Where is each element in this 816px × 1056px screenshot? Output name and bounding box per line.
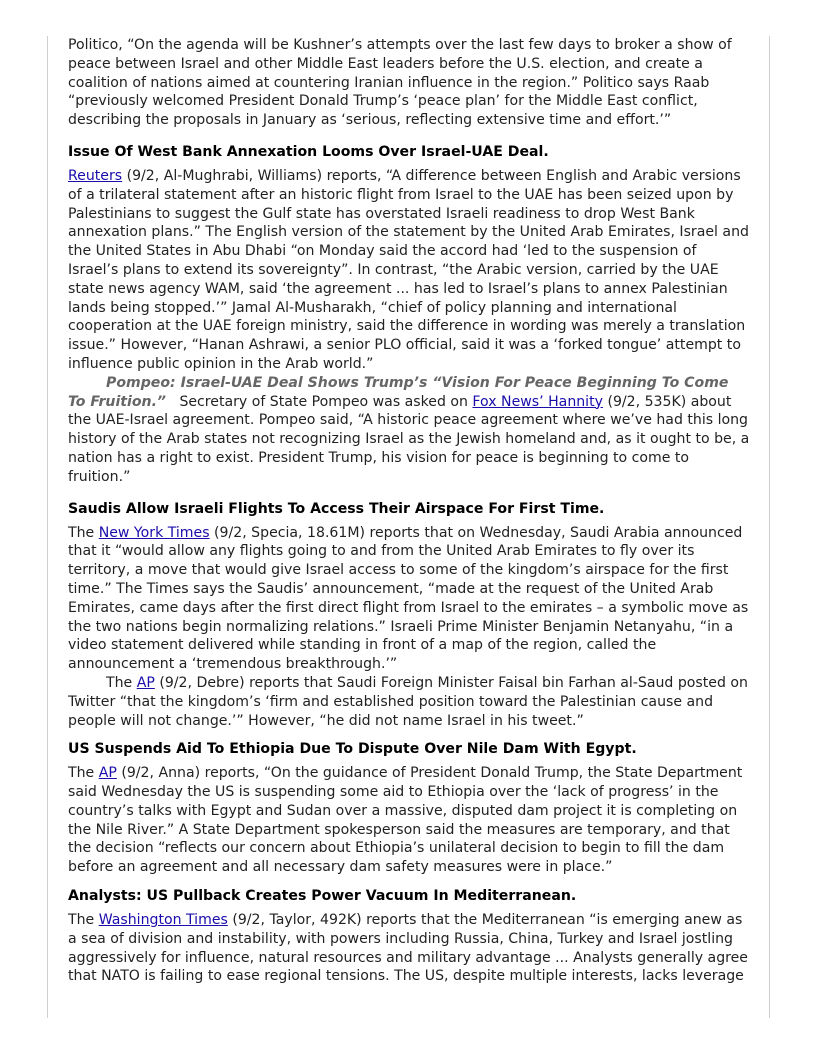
headline: Saudis Allow Israeli Flights To Access Their Airspace For First Time.	[68, 500, 605, 517]
source-link-washington-times[interactable]: Washington Times	[98, 912, 228, 929]
subheadline: Pompeo: Israel-UAE Deal Shows Trump’s “Vision For Peace Beginning To Come To Fruition.”	[68, 374, 729, 410]
article-saudi-airspace	[68, 500, 750, 731]
source-link-reuters[interactable]: Reuters	[68, 167, 123, 184]
source-link-ap[interactable]: AP	[136, 674, 155, 691]
article-paragraph: Reuters (9/2, Al-Mughrabi, Williams) reports, “A difference between English and Arabic versions of a trilateral statement after an historic flight from Israel to the UAE has been seized upon by Palestinians to suggest the Gulf state has overstated Israeli readiness to drop West Bank annexation plans.” The English version of the statement by the United Arab Emirates, Israel and the United States in Abu Dhabi “on Monday said the accord had ‘led to the suspension of Israel’s plans to extend its sovereignty”. In contrast, “the Arabic version, carried by the UAE state news agency WAM, said ‘the agreement ... has led to Israel’s plans to annex Palestinian lands being stopped.’” Jamal Al-Musharakh, “chief of policy planning and international cooperation at the UAE foreign ministry, said the difference in wording was merely a translation issue.” However, “Hanan Ashrawi, a senior PLO official, said it was a ‘forked tongue’ attempt to influence public opinion in the Arab world.”	[68, 167, 749, 372]
source-link-ap[interactable]: AP	[98, 765, 117, 782]
document-body	[68, 36, 750, 986]
article-paragraph: The New York Times (9/2, Specia, 18.61M) reports that on Wednesday, Saudi Arabia announced that it “would allow any flights going to and from the United Arab Emirates to fly over its territory, a move that would give Israel access to some of the kingdom’s airspace for the first time.” The Times says the Saudis’ announcement, “made at the request of the United Arab Emirates, came days after the first direct flight from Israel to the emirates – a symbolic move as the two nations begin normalizing relations.” Israeli Prime Minister Benjamin Netanyahu, “in a video statement delivered while standing in front of a map of the region, called the announcement a ‘tremendous breakthrough.’”	[68, 524, 749, 673]
intro-paragraph: Politico, “On the agenda will be Kushner’s attempts over the last few days to broker a show of peace between Israel and other Middle East leaders before the U.S. election, and create a coalition of nations aimed at countering Iranian influence in the region.” Politico says Raab “previously welcomed President Donald Trump’s ‘peace plan’ for the Middle East conflict, describing the proposals in January as ‘serious, reflecting extensive time and effort.’”	[68, 37, 732, 129]
article-paragraph: The AP (9/2, Debre) reports that Saudi Foreign Minister Faisal bin Farhan al-Saud posted on Twitter “that the kingdom’s ‘firm and established position toward the Palestinian cause and people will not change.’” However, “he did not name Israel in his tweet.”	[68, 674, 748, 729]
source-link-fox-news-hannity[interactable]: Fox News’ Hannity	[472, 393, 603, 410]
article-ethiopia-aid	[68, 740, 750, 877]
article-mediterranean	[68, 887, 750, 986]
article-paragraph: The AP (9/2, Anna) reports, “On the guidance of President Donald Trump, the State Department said Wednesday the US is suspending some aid to Ethiopia over the ‘lack of progress’ in the country’s talks with Egypt and Sudan over a massive, disputed dam project it is completing on the Nile River.” A State Department spokesperson said the measures are temporary, and that the decision “reflects our concern about Ethiopia’s unilateral decision to begin to fill the dam before an agreement and all necessary dam safety measures were in place.”	[68, 765, 743, 876]
article-west-bank	[68, 143, 750, 487]
headline: Analysts: US Pullback Creates Power Vacuum In Mediterranean.	[68, 888, 577, 905]
article-paragraph: Pompeo: Israel-UAE Deal Shows Trump’s “Vision For Peace Beginning To Come To Fruition.” Secretary of State Pompeo was asked on Fox News’ Hannity (9/2, 535K) about the UAE-Israel agreement. Pompeo said, “A historic peace agreement where we’ve had this long history of the Arab states not recognizing Israel as the Jewish homeland and, as it ought to be, a nation has a right to exist. President Trump, his vision for peace is beginning to come to fruition.”	[68, 374, 750, 485]
headline: Issue Of West Bank Annexation Looms Over Israel-UAE Deal.	[68, 143, 549, 160]
article-paragraph: The Washington Times (9/2, Taylor, 492K) reports that the Mediterranean “is emerging anew as a sea of division and instability, with powers including Russia, China, Turkey and Israel jostling aggressively for influence, natural resources and military advantage ... Analysts generally agree that NATO is failing to ease regional tensions. The US, despite multiple interests, lacks leverage	[68, 912, 748, 985]
headline: US Suspends Aid To Ethiopia Due To Dispute Over Nile Dam With Egypt.	[68, 741, 637, 758]
source-link-new-york-times[interactable]: New York Times	[98, 524, 210, 541]
